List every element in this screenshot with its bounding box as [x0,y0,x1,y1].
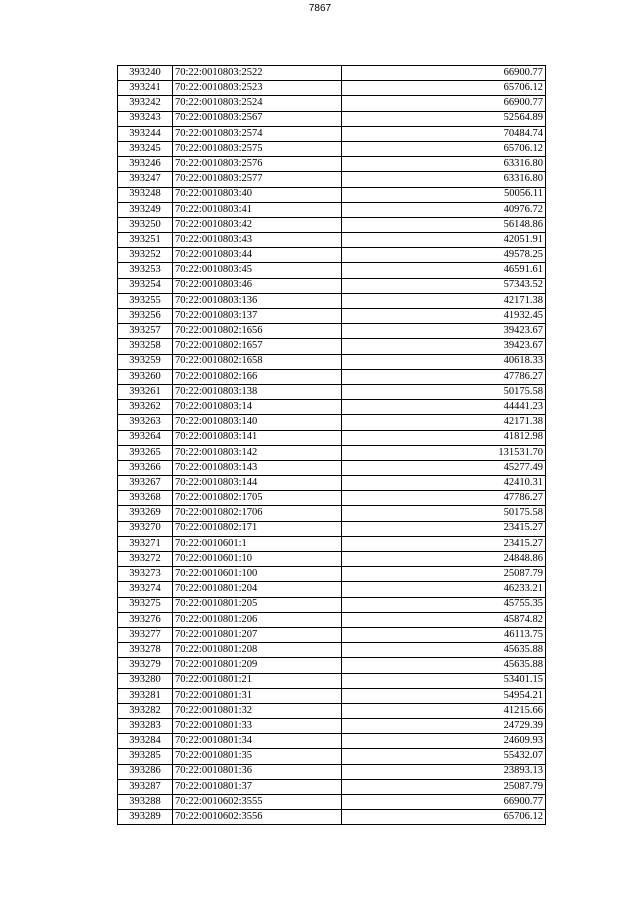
value-cell: 41932.45 [342,309,546,324]
value-cell: 40976.72 [342,202,546,217]
value-cell: 57343.52 [342,278,546,293]
value-cell: 46591.61 [342,263,546,278]
data-table [117,65,546,825]
table-row [118,96,546,111]
cadastral-number-cell: 70:22:0010802:166 [173,369,342,384]
table-body [118,66,546,825]
table-row [118,658,546,673]
row-number-cell: 393251 [118,233,173,248]
row-number-cell: 393283 [118,719,173,734]
value-cell: 65706.12 [342,81,546,96]
row-number-cell: 393252 [118,248,173,263]
table-row [118,779,546,794]
value-cell: 45755.35 [342,597,546,612]
value-cell: 46233.21 [342,582,546,597]
table-row [118,643,546,658]
value-cell: 39423.67 [342,324,546,339]
row-number-cell: 393267 [118,476,173,491]
value-cell: 25087.79 [342,567,546,582]
cadastral-number-cell: 70:22:0010601:100 [173,567,342,582]
table-row [118,521,546,536]
row-number-cell: 393271 [118,536,173,551]
row-number-cell: 393261 [118,384,173,399]
value-cell: 55432.07 [342,749,546,764]
row-number-cell: 393246 [118,157,173,172]
cadastral-number-cell: 70:22:0010803:142 [173,445,342,460]
table-row [118,597,546,612]
cadastral-number-cell: 70:22:0010802:171 [173,521,342,536]
row-number-cell: 393281 [118,688,173,703]
table-row [118,202,546,217]
table-row [118,217,546,232]
table-row [118,263,546,278]
value-cell: 44441.23 [342,400,546,415]
cadastral-number-cell: 70:22:0010803:137 [173,309,342,324]
table-row [118,172,546,187]
cadastral-number-cell: 70:22:0010802:1657 [173,339,342,354]
cadastral-number-cell: 70:22:0010601:10 [173,552,342,567]
row-number-cell: 393245 [118,141,173,156]
table-row [118,66,546,81]
cadastral-number-cell: 70:22:0010801:205 [173,597,342,612]
table-row [118,111,546,126]
table-row [118,233,546,248]
table-row [118,354,546,369]
cadastral-number-cell: 70:22:0010803:138 [173,384,342,399]
page-number: 7867 [308,3,332,14]
row-number-cell: 393240 [118,66,173,81]
row-number-cell: 393268 [118,491,173,506]
cadastral-number-cell: 70:22:0010801:208 [173,643,342,658]
value-cell: 24729.39 [342,719,546,734]
row-number-cell: 393259 [118,354,173,369]
value-cell: 45874.82 [342,612,546,627]
cadastral-number-cell: 70:22:0010803:43 [173,233,342,248]
table-row [118,749,546,764]
table-row [118,126,546,141]
table-row [118,627,546,642]
table-row [118,795,546,810]
row-number-cell: 393286 [118,764,173,779]
row-number-cell: 393274 [118,582,173,597]
row-number-cell: 393273 [118,567,173,582]
row-number-cell: 393263 [118,415,173,430]
row-number-cell: 393265 [118,445,173,460]
cadastral-number-cell: 70:22:0010803:2575 [173,141,342,156]
row-number-cell: 393248 [118,187,173,202]
cadastral-number-cell: 70:22:0010803:143 [173,460,342,475]
value-cell: 42410.31 [342,476,546,491]
cadastral-number-cell: 70:22:0010802:1706 [173,506,342,521]
row-number-cell: 393280 [118,673,173,688]
table-row [118,612,546,627]
row-number-cell: 393256 [118,309,173,324]
table-row [118,567,546,582]
cadastral-number-cell: 70:22:0010801:32 [173,703,342,718]
table-row [118,719,546,734]
value-cell: 50175.58 [342,384,546,399]
value-cell: 54954.21 [342,688,546,703]
cadastral-number-cell: 70:22:0010803:14 [173,400,342,415]
cadastral-number-cell: 70:22:0010601:1 [173,536,342,551]
cadastral-number-cell: 70:22:0010801:35 [173,749,342,764]
value-cell: 49578.25 [342,248,546,263]
cadastral-number-cell: 70:22:0010803:141 [173,430,342,445]
value-cell: 46113.75 [342,627,546,642]
value-cell: 65706.12 [342,141,546,156]
row-number-cell: 393262 [118,400,173,415]
cadastral-number-cell: 70:22:0010802:1658 [173,354,342,369]
table-row [118,430,546,445]
cadastral-number-cell: 70:22:0010802:1656 [173,324,342,339]
cadastral-number-cell: 70:22:0010801:33 [173,719,342,734]
cadastral-number-cell: 70:22:0010803:42 [173,217,342,232]
cadastral-number-cell: 70:22:0010801:204 [173,582,342,597]
value-cell: 41812.98 [342,430,546,445]
cadastral-number-cell: 70:22:0010801:206 [173,612,342,627]
row-number-cell: 393284 [118,734,173,749]
row-number-cell: 393269 [118,506,173,521]
cadastral-number-cell: 70:22:0010803:46 [173,278,342,293]
cadastral-number-cell: 70:22:0010602:3556 [173,810,342,825]
cadastral-number-cell: 70:22:0010803:45 [173,263,342,278]
row-number-cell: 393249 [118,202,173,217]
value-cell: 45635.88 [342,658,546,673]
cadastral-number-cell: 70:22:0010801:209 [173,658,342,673]
cadastral-number-cell: 70:22:0010803:140 [173,415,342,430]
cadastral-number-cell: 70:22:0010803:40 [173,187,342,202]
table-row [118,81,546,96]
row-number-cell: 393260 [118,369,173,384]
table-row [118,688,546,703]
row-number-cell: 393272 [118,552,173,567]
value-cell: 25087.79 [342,779,546,794]
table-row [118,293,546,308]
cadastral-number-cell: 70:22:0010803:144 [173,476,342,491]
table-row [118,476,546,491]
value-cell: 23415.27 [342,536,546,551]
table-row [118,324,546,339]
table-row [118,187,546,202]
row-number-cell: 393282 [118,703,173,718]
cadastral-number-cell: 70:22:0010803:2567 [173,111,342,126]
table-row [118,460,546,475]
row-number-cell: 393242 [118,96,173,111]
value-cell: 42051.91 [342,233,546,248]
cadastral-number-cell: 70:22:0010803:2574 [173,126,342,141]
table-row [118,278,546,293]
cadastral-number-cell: 70:22:0010803:136 [173,293,342,308]
row-number-cell: 393275 [118,597,173,612]
value-cell: 45277.49 [342,460,546,475]
row-number-cell: 393288 [118,795,173,810]
table-row [118,491,546,506]
row-number-cell: 393241 [118,81,173,96]
value-cell: 39423.67 [342,339,546,354]
row-number-cell: 393285 [118,749,173,764]
row-number-cell: 393276 [118,612,173,627]
cadastral-number-cell: 70:22:0010803:2523 [173,81,342,96]
table-row [118,734,546,749]
table-row [118,764,546,779]
row-number-cell: 393243 [118,111,173,126]
value-cell: 56148.86 [342,217,546,232]
cadastral-number-cell: 70:22:0010801:31 [173,688,342,703]
table-row [118,552,546,567]
table-row [118,400,546,415]
cadastral-number-cell: 70:22:0010602:3555 [173,795,342,810]
value-cell: 40618.33 [342,354,546,369]
value-cell: 47786.27 [342,491,546,506]
value-cell: 23415.27 [342,521,546,536]
value-cell: 53401.15 [342,673,546,688]
value-cell: 50056.11 [342,187,546,202]
table-row [118,309,546,324]
cadastral-number-cell: 70:22:0010801:21 [173,673,342,688]
value-cell: 41215.66 [342,703,546,718]
row-number-cell: 393253 [118,263,173,278]
value-cell: 42171.38 [342,415,546,430]
value-cell: 70484.74 [342,126,546,141]
value-cell: 23893.13 [342,764,546,779]
cadastral-number-cell: 70:22:0010803:2522 [173,66,342,81]
table-row [118,384,546,399]
cadastral-number-cell: 70:22:0010801:207 [173,627,342,642]
table-row [118,339,546,354]
row-number-cell: 393270 [118,521,173,536]
table-row [118,506,546,521]
table-row [118,810,546,825]
value-cell: 131531.70 [342,445,546,460]
row-number-cell: 393266 [118,460,173,475]
table-row [118,141,546,156]
row-number-cell: 393247 [118,172,173,187]
value-cell: 42171.38 [342,293,546,308]
value-cell: 66900.77 [342,66,546,81]
row-number-cell: 393289 [118,810,173,825]
value-cell: 66900.77 [342,96,546,111]
cadastral-number-cell: 70:22:0010801:36 [173,764,342,779]
table-row [118,536,546,551]
cadastral-number-cell: 70:22:0010803:44 [173,248,342,263]
value-cell: 63316.80 [342,172,546,187]
table-row [118,703,546,718]
value-cell: 24609.93 [342,734,546,749]
value-cell: 65706.12 [342,810,546,825]
row-number-cell: 393277 [118,627,173,642]
cadastral-number-cell: 70:22:0010803:41 [173,202,342,217]
row-number-cell: 393258 [118,339,173,354]
cadastral-number-cell: 70:22:0010801:34 [173,734,342,749]
row-number-cell: 393278 [118,643,173,658]
row-number-cell: 393264 [118,430,173,445]
row-number-cell: 393250 [118,217,173,232]
row-number-cell: 393287 [118,779,173,794]
table-row [118,582,546,597]
value-cell: 24848.86 [342,552,546,567]
value-cell: 66900.77 [342,795,546,810]
table-row [118,415,546,430]
cadastral-number-cell: 70:22:0010801:37 [173,779,342,794]
table-row [118,248,546,263]
row-number-cell: 393254 [118,278,173,293]
table-row [118,369,546,384]
table-row [118,157,546,172]
row-number-cell: 393279 [118,658,173,673]
cadastral-number-cell: 70:22:0010803:2577 [173,172,342,187]
value-cell: 47786.27 [342,369,546,384]
value-cell: 50175.58 [342,506,546,521]
cadastral-number-cell: 70:22:0010802:1705 [173,491,342,506]
cadastral-number-cell: 70:22:0010803:2576 [173,157,342,172]
value-cell: 45635.88 [342,643,546,658]
cadastral-number-cell: 70:22:0010803:2524 [173,96,342,111]
row-number-cell: 393255 [118,293,173,308]
value-cell: 63316.80 [342,157,546,172]
table-row [118,673,546,688]
row-number-cell: 393257 [118,324,173,339]
value-cell: 52564.89 [342,111,546,126]
table-row [118,445,546,460]
row-number-cell: 393244 [118,126,173,141]
